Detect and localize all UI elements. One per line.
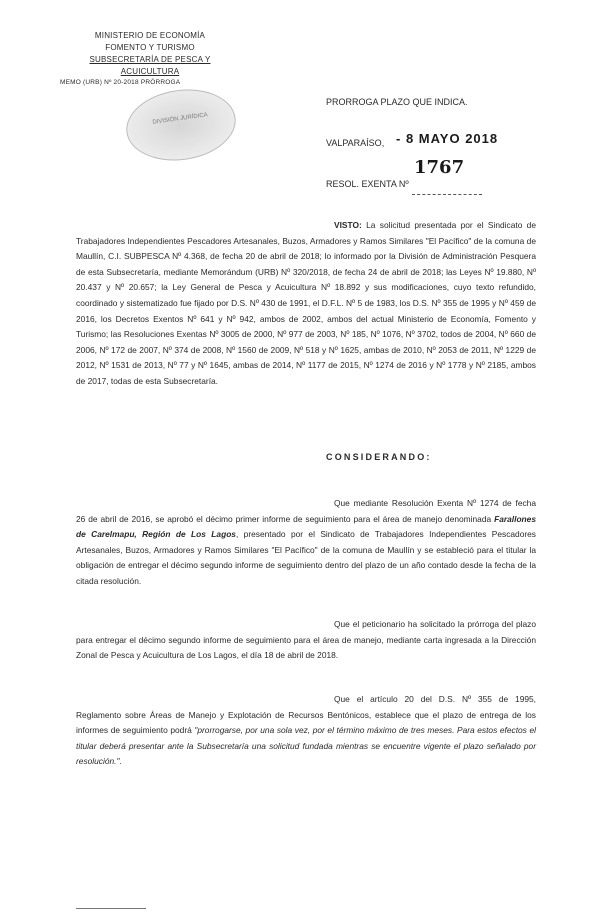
p2-text: Que el peticionario ha solicitado la prórroga del plazo para entregar el décimo segundo informe de seguimiento para el área de manejo, mediante carta ingresada a la Dirección Zonal de Pesca y Acuicultura de Los Lagos, el día 18 de abril de 2018. [76, 619, 536, 661]
stamp-text: DIVISIÓN JURÍDICA [152, 112, 209, 126]
resol-number: 1767 [414, 157, 465, 178]
considerando-heading: CONSIDERANDO: [326, 452, 432, 462]
subsecretaria-name: SUBSECRETARÍA DE PESCA Y ACUICULTURA [89, 55, 211, 76]
considerando-paragraph-2 [76, 617, 536, 664]
p1-text-c: , presentado por el Sindicato de Trabajadores Independientes Pescadores Artesanales, Buzos, Armadores y Ramos Similares "El Pacífico" de la comuna de Maullín y se estableció para el titular la obligación de entregar el décimo segundo informe de seguimiento dentro del plazo de un año contado desde la fecha de la citada resolución. [76, 529, 536, 586]
p1-text-a: Que mediante Resolución Exenta Nº 1274 de fecha 26 de abril de 2016, se aprobó el décimo primer informe de seguimiento para el área de manejo denominada [76, 498, 536, 524]
p3-text-c: . [119, 756, 122, 767]
resol-number-line [412, 186, 482, 198]
visto-label: VISTO: [334, 220, 362, 230]
letterhead [60, 30, 240, 87]
ministry-name: MINISTERIO DE ECONOMÍA [94, 31, 206, 40]
city-label: VALPARAÍSO, [326, 138, 385, 148]
memo-reference: MEMO (URB) Nº 20-2018 PRÓRROGA [60, 79, 181, 86]
document-date: - 8 MAYO 2018 [396, 131, 499, 146]
considerando-paragraph-1 [76, 496, 536, 590]
footer-rule [76, 908, 146, 909]
visto-text: La solicitud presentada por el Sindicato de Trabajadores Independientes Pescadores Artesanales, Buzos, Armadores y Ramos Similares "El Pacífico" de la comuna de Maullín, C.I. SUBPESCA Nº 4.368, de fecha 20 de abril de 2018; lo informado por la División de Administración Pesquera de esta Subsecretaría, mediante Memorándum (URB) Nº 320/2018, de fecha 24 de abril de 2018; las Leyes Nº 19.880, Nº 20.437 y Nº 20.657; la Ley General de Pesca y Acuicultura Nº 18.892 y sus modificaciones, cuyo texto refundido, coordinado y sistematizado fue fijado por D.S. Nº 430 de 1991, el D.F.L. Nº 5 de 1983, los D.S. Nº 355 de 1995 y Nº 459 de 2016, los Decretos Exentos Nº 641 y Nº 942, ambos de 2002, ambos del actual Ministerio de Economía, Fomento y Turismo; las Resoluciones Exentas Nº 3005 de 2000, Nº 977 de 2003, Nº 185, Nº 1076, Nº 3702, todos de 2004, Nº 660 de 2006, Nº 172 de 2007, Nº 374 de 2008, Nº 1560 de 2009, Nº 518 y Nº 1625, ambas de 2010, Nº 2053 de 2011, Nº 1229 de 2012, Nº 1531 de 2013, Nº 77 y Nº 1645, ambas de 2014, Nº 1177 de 2015, Nº 1274 de 2016 y Nº 1778 y Nº 2185, ambos de 2017, todas de esta Subsecretaría. [76, 220, 536, 386]
resol-label: RESOL. EXENTA Nº [326, 179, 409, 189]
visto-paragraph [76, 218, 536, 390]
official-stamp [122, 83, 241, 168]
p3-text-a: Que el artículo 20 del D.S. Nº 355 de 1995, Reglamento sobre Áreas de Manejo y Explotación de Recursos Bentónicos, establece que el plazo de entrega de los informes de seguimiento podrá [76, 694, 536, 736]
p3-quote: "prorrogarse, por una sola vez, por el término máximo de tres meses. Para estos efectos el titular deberá presentar ante la Subsecretaría una solicitud fundada mientras se encuentre vigente el plazo señalado por resolución." [76, 725, 536, 767]
p1-area-name: Farallones de Carelmapu, Región de Los Lagos [76, 513, 536, 540]
considerando-paragraph-3 [76, 692, 536, 770]
document-subject: PRORROGA PLAZO QUE INDICA. [326, 97, 468, 107]
ministry-subtitle: FOMENTO Y TURISMO [105, 43, 195, 52]
